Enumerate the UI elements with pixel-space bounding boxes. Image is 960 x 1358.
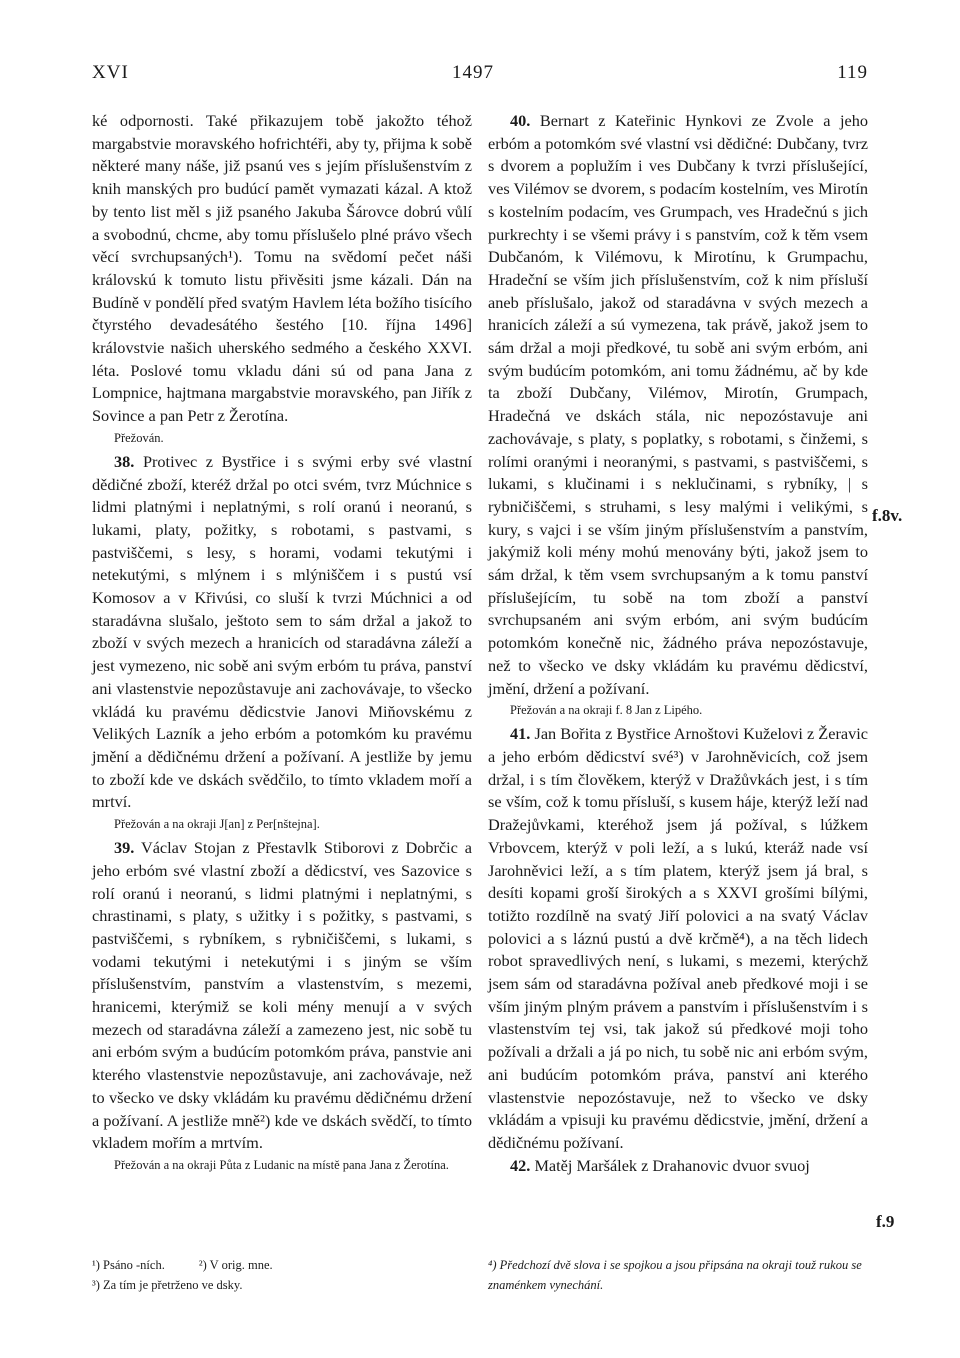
footnote: ¹) Psáno -ních. (92, 1258, 165, 1272)
footnote: ²) V orig. mne. (198, 1258, 273, 1272)
entry-text: Protivec z Bystřice i s svými erby své vlastní dědičné zboží, kteréž držal po otci svém, tvrz Múchnice s lidmi platnými i neplatnými, s rolí oranú i neoranú, s lukami, platy, požitky, s robotami, s pastvami, s pastviščemi, s lesy, s horami, vodami tekutými i netekutými, s mlýnem i s mlýniščem i s pustú vsí Komosov a v Křivúsi, co sluší k tvrzi Múchnici a od staradávna slušalo, ještoto sem to sám držal a jakož to zboží v svých mezech a hranicích od staradávna záleží a jest vymezeno, nic sobě ani svým erbóm tu práva, panství ani vlastenstvie nepozůstavuje ani zachovávaje, to všecko vkládá ku pravému dědicstvie Janovi Miňovskému z Velikých Lazník a jeho erbóm a potomkóm ku pravému jmění a dědičnému držení a požívaní. A jestliže by jemu to zboží kde ve dskách svědčilo, to tímto vkladem moří a mrtví. (92, 451, 472, 812)
volume-number: XVI (92, 62, 129, 83)
entry-note: Přežován. (114, 430, 164, 445)
entry-42 (488, 1155, 868, 1178)
entry-note: Přežován a na okraji f. 8 Jan z Lipého. (510, 703, 703, 718)
right-column (488, 110, 868, 1177)
footnotes-left (92, 1255, 472, 1295)
entry-number: 41. (510, 724, 531, 744)
entry-39 (92, 837, 472, 1155)
entry-41 (488, 723, 868, 1154)
folio-mark: f.9 (876, 1212, 895, 1231)
entry-number: 39. (114, 838, 135, 858)
footnotes-right (488, 1255, 878, 1295)
entry-text: Jan Bořita z Bystřice Arnoštovi Kuželovi z Žeravic a jeho erbóm dědicství své³) v Jarohněvicích, což jsem držal, i s tím člověkem, kterýž v Dražůvkách jest, i s tím se vším, což k tomu přísluší, s kusem háje, kterýž leží nad Dražejůvkami, kteréhož jsem já požíval, s lúžkem Vrbovcem, kterýž v poli leží, a s lukú, kteráž nade vsí Jarohněvici leží, a s tím platem, kterýž jsem já bral, s desíti kopami groší širokých a s XXVI grošími bílými, totižto rozdílně na svatý Jiří polovici a na svatý Václav polovici a s láznú pustú a dvě krčmě⁴), a na těch lidech robot spravedlivých není, s lukami, s mezemi, kterýchž jsem sám od staradávna požíval aneb předkové moji i se vším jiným plným právem a panstvím i příslušenstvím i s vlastenstvím tej vsi, tak jakož sú předkové moji toho požívali a držali a já po nich, tu sobě nic ani erbóm svým, ani budúcím potomkóm práva, panství ani kterého vlastenstvie nepozóstavuje, než to všecko ve dsky vkládám a vpisuji ku pravému dědicstvie, jmění, držení a dědičnému požívaní. (488, 724, 869, 1152)
entry-note: Přežován a na okraji J[an] z Per[nštejna]. (114, 817, 320, 832)
entry-38 (92, 451, 472, 814)
footnote: ⁴) Předchozí dvě slova i se spojkou a jsou připsána na okraji touž rukou se znaménkem vynechání. (488, 1258, 862, 1292)
entry-text: Bernart z Kateřinic Hynkovi ze Zvole a jeho erbóm a potomkóm své vlastní vsi dědičné: Dubčany, tvrz s dvorem a poplužím i ves Dubčany k tvrzi příslušející, ves Vilémov se dvorem, s podacím kostelním, ves Mirotín s kostelním podacím, ves Grumpach, ves Hradečnú s jich purkrechty i se všemi právy i s panstvím, což k těm vsem Dubčanóm, k Vilémovu, k Mirotínu, k Grumpachu, Hradeční se vším jich příslušenstvím, což k nim přísluší aneb příslušalo, jakož od staradávna v svých mezech a hranicích záleží a sú vymezena, tak právě, jakož jsem to sám držal a moji předkové, tu sobě ani svým erbóm, ani svým budúcím potomkóm, ani tomu žádnému, ač by kde ta zboží Dubčany, Vilémov, Mirotín, Grumpach, Hradečná ve dskách stála, nic nepozóstavuje ani zachovávaje, s platy, s poplatky, s robotami, s činžemi, s rolími oranými i neoranými, s pastvami, s pastviščemi, s lukami, s klučinami i s neklučinami, s rybníky, | s rybničiščemi, s struhami, s lesy malými i velikými, s kury, s vajci i se vším jiným příslušenstvím a panstvím, jakýmiž koli mény mohú menovány býti, jakož jsem to sám držal, k těm vsem svrchupsaným a k tomu panství příslušejícím, tu sobě na tom zboží a panství svrchupsaném ani svým erbóm, ani svým budúcím potomkóm konečně nic, žádného práva nepozóstavuje, než to všecko ve dsky vkládám ku pravému dědicství, jmění, držení a požívaní. (488, 111, 868, 698)
entry-number: 38. (114, 451, 135, 471)
entry-note: Přežován a na okraji Půta z Ludanic na místě pana Jana z Žerotína. (114, 1157, 449, 1172)
paragraph-continuation: ké odpornosti. Také přikazujem tobě jakožto téhož margabstvie moravského hofrichtéři, aby ty, přijma k sobě některé many náše, již psanú ves s jejím příslušenstvím z knih manských pro budúcí pamět vymazati kázal. A ktož by tento list měl s již psaného Jakuba Šárovce dobrú vůlí a svobodnú, chcme, aby tomu příslušelo plné právo všech věcí svrchupsaných¹). Tomu na svědomí pečet náši královskú k tomuto listu přivěsiti jsme kázali. Dán na Budíně v pondělí před svatým Havlem léta božího tisícího čtyrstého devadesátého šestého [10. října 1496] královstvie našich uherského sedmého a českého XXVI. léta. Poslové tomu vkladu dáni sú od pana Jana z Lompnice, hajtmana margabstvie moravského, pan Jiřík z Sovince a pan Petr z Žerotína. (92, 111, 472, 426)
footnote: ³) Za tím je přetrženo ve dsky. (92, 1278, 243, 1292)
entry-40 (488, 110, 868, 700)
folio-mark: f.8v. (872, 506, 903, 525)
entry-number: 42. (510, 1155, 531, 1175)
entry-number: 40. (510, 111, 531, 130)
year-heading: 1497 (452, 62, 494, 83)
page-number: 119 (837, 62, 868, 83)
entry-text: Václav Stojan z Přestavlk Stiborovi z Dobrčic a jeho erbóm své vlastní zboží a dědicství, ves Sazovice s rolí oranú i neoranú, s lidmi platnými i neplatnými, s chrastinami, s platy, s užitky i s požitky, s pastvami, s pastviščemi, s rybníkem, s rybničiščemi, s lukami, s vodami tekutými i netekutými i s jiným se vším příslušenstvím, panstvím a vlastenstvím, s mezemi, hranicemi, kterýmiž se koli mény menují a v svých mezech od staradávna záleží a zamezeno jest, nic sobě tu ani erbóm svým a budúcím potomkóm práva, panstvie ani kterého vlastenstvie nepozůstavuje, ani zachovávaje, než to všecko ve dsky vkládám ku pravému dědičnému držení a požívaní. A jestliže mně²) kde ve dskách svědčí, to tímto vkladem mořím a mrtvím. (92, 838, 472, 1153)
left-column (92, 110, 472, 1178)
entry-text: Matěj Maršálek z Drahanovic dvuor svuoj (534, 1155, 810, 1175)
